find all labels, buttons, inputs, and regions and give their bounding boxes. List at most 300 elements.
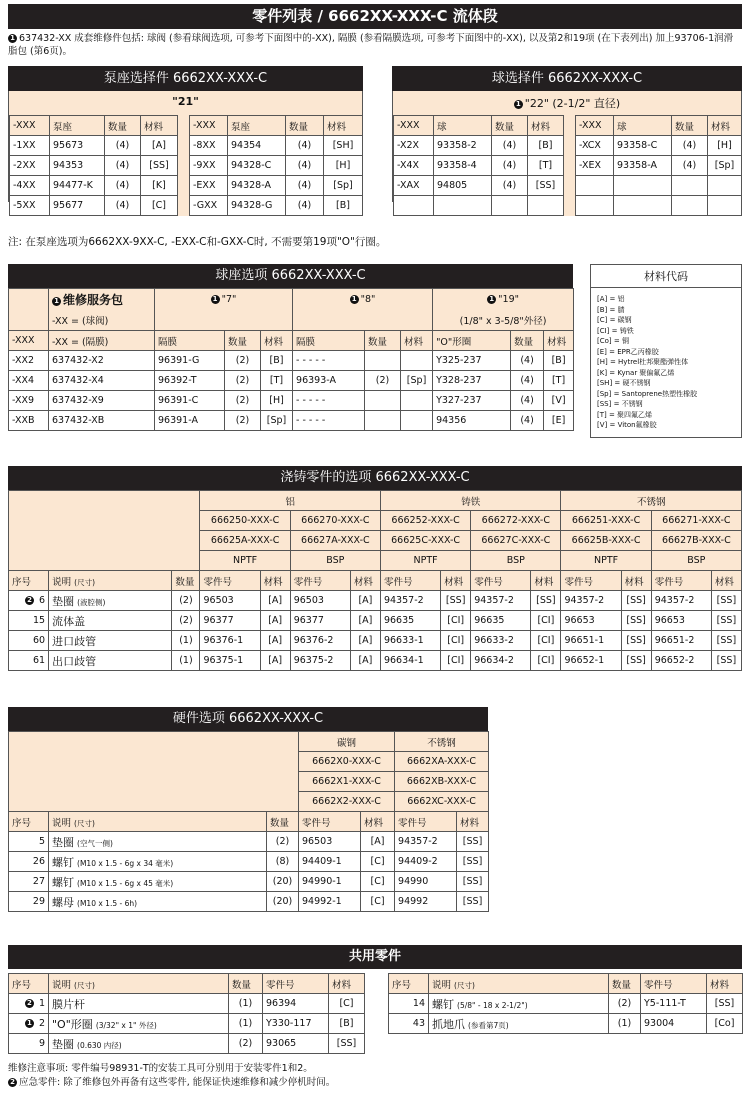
cell	[492, 196, 528, 216]
cell: 96376-2	[290, 631, 350, 651]
cell: [A]	[350, 591, 380, 611]
cell: [C]	[361, 892, 395, 912]
cell: (2)	[225, 411, 261, 431]
cell: 96391-G	[155, 351, 225, 371]
material-code-item: [C] = 碳钢	[597, 316, 632, 324]
cell: BSP	[471, 551, 561, 571]
pump-seat-section	[8, 66, 363, 211]
header-cell: 零件号	[299, 812, 361, 832]
cell: (4)	[105, 196, 141, 216]
table-row	[9, 1034, 365, 1054]
item-desc: 垫圈	[52, 835, 74, 849]
cell: 93004	[641, 1014, 707, 1034]
cell: [SS]	[707, 994, 743, 1014]
header-cell: 泵座	[50, 116, 105, 136]
cell: - - - - -	[293, 411, 365, 431]
cell	[401, 391, 433, 411]
cell: (4)	[672, 136, 708, 156]
cell: [SS]	[711, 651, 741, 671]
cell	[49, 591, 172, 611]
header-cell: 球	[614, 116, 672, 136]
table-row	[9, 411, 574, 431]
cell: -8XX	[190, 136, 228, 156]
cell: [A]	[260, 591, 290, 611]
cell: [SS]	[457, 892, 489, 912]
ball-group: "22" (2-1/2" 直径)	[524, 97, 621, 110]
cell: 6662X2-XXX-C	[299, 792, 395, 812]
cell	[708, 196, 742, 216]
cell: [CI]	[441, 611, 471, 631]
cell: 26	[9, 852, 49, 872]
header-cell: 球	[434, 116, 492, 136]
cell: [T]	[528, 156, 564, 176]
cell	[178, 176, 190, 196]
material-code-item: [B] = 腈	[597, 305, 625, 314]
cell: [SS]	[141, 156, 178, 176]
cell: (1/8" x 3-5/8"外径)	[433, 311, 574, 331]
cell	[576, 176, 614, 196]
header-cell	[49, 812, 267, 832]
cell: 96376-1	[200, 631, 260, 651]
cell: (4)	[511, 351, 544, 371]
cell	[49, 832, 267, 852]
cell: 铸铁	[380, 491, 560, 511]
cell: 93358-2	[434, 136, 492, 156]
cell: [SS]	[329, 1034, 365, 1054]
cell: 94990	[395, 872, 457, 892]
cell: (1)	[609, 1014, 641, 1034]
cell: 95673	[50, 136, 105, 156]
cell: 6662XB-XXX-C	[395, 772, 489, 792]
table-row	[9, 611, 742, 631]
cell: [CI]	[531, 611, 561, 631]
cell: [Sp]	[324, 176, 363, 196]
item-desc: 进口歧管	[52, 634, 97, 648]
cell: [SS]	[457, 872, 489, 892]
header-cell: -XXX	[394, 116, 434, 136]
item-no: 15	[33, 615, 46, 626]
cell	[394, 196, 434, 216]
cell: (4)	[492, 156, 528, 176]
cell: 96633-2	[471, 631, 531, 651]
cell: [B]	[324, 196, 363, 216]
material-code-item: [Co] = 铜	[597, 337, 629, 345]
cell: [SS]	[457, 852, 489, 872]
item-desc: 出口歧管	[52, 654, 97, 668]
material-code-item: [T] = 聚四氟乙烯	[597, 410, 653, 419]
table-row	[10, 176, 363, 196]
cell: 66627A-XXX-C	[290, 531, 380, 551]
cell: [C]	[361, 852, 395, 872]
header-cell: 隔膜	[155, 331, 225, 351]
header-cell: 隔膜	[293, 331, 365, 351]
table-row	[9, 651, 742, 671]
cell: NPTF	[380, 551, 470, 571]
cast-title: 浇铸零件的选项 6662XX-XXX-C	[8, 466, 742, 490]
cell: -XAX	[394, 176, 434, 196]
cell	[9, 994, 49, 1014]
item-desc: "O"形圈	[52, 1017, 93, 1031]
cell	[564, 176, 576, 196]
mark-badge: 1	[514, 100, 523, 109]
material-code-item: [Sp] = Santoprene热塑性橡胶	[597, 389, 698, 398]
footnote-service: 维修注意事项: 零件编号98931-T的安装工具可分别用于安装零件1和2。	[8, 1063, 313, 1074]
cell: 96503	[299, 832, 361, 852]
cell: 碳钢	[299, 732, 395, 752]
cell: 66627C-XXX-C	[471, 531, 561, 551]
cell: -XX = (球阀)	[49, 311, 155, 331]
cell	[49, 852, 267, 872]
header-cell: 材料	[361, 812, 395, 832]
cell: [B]	[329, 1014, 365, 1034]
material-code-item: [CI] = 铸铁	[597, 326, 634, 335]
intro-text: 637432-XX 成套维修件包括: 球阀 (参看球阀选项, 可参考下面图中的-XX), 隔膜 (参看隔膜选项, 可参考下面图中的-XX), 以及第2和19项 (在下表列出) 加上93706-1润滑脂包 (第6页)。	[8, 33, 734, 57]
pump-seat-group: "21"	[172, 95, 199, 108]
cell	[576, 196, 614, 216]
desc-header: 说明	[52, 817, 72, 829]
cell: [SS]	[711, 631, 741, 651]
cell: 666272-XXX-C	[471, 511, 561, 531]
cell: 666271-XXX-C	[651, 511, 741, 531]
cell: 43	[389, 1014, 429, 1034]
material-code-item: [H] = Hytrel杜邦聚酯弹性体	[597, 358, 689, 366]
group-8: "8"	[360, 294, 376, 306]
table-row	[10, 156, 363, 176]
header-cell: 材料	[324, 116, 363, 136]
cell: NPTF	[200, 551, 290, 571]
header-cell: 数量	[105, 116, 141, 136]
cell: (1)	[229, 994, 263, 1014]
table-row	[9, 391, 574, 411]
item-size: (空气一侧)	[77, 838, 113, 848]
cell: 94992-1	[299, 892, 361, 912]
cell: 94990-1	[299, 872, 361, 892]
cell	[564, 196, 576, 216]
cell: 93065	[263, 1034, 329, 1054]
table-row	[394, 136, 742, 156]
cell: 666270-XXX-C	[290, 511, 380, 531]
ball-title: 球选择件 6662XX-XXX-C	[392, 66, 742, 91]
desc-header: 说明	[432, 979, 452, 991]
header-cell: 材料	[329, 974, 365, 994]
cell: (8)	[267, 852, 299, 872]
cell: -XXB	[9, 411, 49, 431]
cell: 96393-A	[293, 371, 365, 391]
item-no: 61	[33, 655, 46, 666]
header-cell: 材料	[711, 571, 741, 591]
cell: (2)	[225, 391, 261, 411]
ball-seat-title: 球座选项 6662XX-XXX-C	[8, 264, 573, 288]
cell: (2)	[225, 351, 261, 371]
cell: [SS]	[457, 832, 489, 852]
material-code-item: [E] = EPR乙丙橡胶	[597, 347, 659, 356]
cast-table	[8, 490, 742, 671]
cell: 96652-1	[561, 651, 621, 671]
cell: [C]	[361, 872, 395, 892]
header-cell: 零件号	[561, 571, 621, 591]
item-size: (M10 x 1.5 - 6h)	[77, 898, 138, 908]
cell: [H]	[324, 156, 363, 176]
cell: [A]	[350, 611, 380, 631]
table-row	[9, 631, 742, 651]
cell: 96394	[263, 994, 329, 1014]
item-desc: 抓地爪	[432, 1017, 465, 1031]
cell: (4)	[672, 156, 708, 176]
cell: -X2X	[394, 136, 434, 156]
mark-badge: 1	[350, 295, 359, 304]
cell: [T]	[261, 371, 293, 391]
common-left-table	[8, 973, 365, 1054]
cell: BSP	[290, 551, 380, 571]
cell: 6662X1-XXX-C	[299, 772, 395, 792]
cell	[178, 196, 190, 216]
cell: [H]	[261, 391, 293, 411]
header-cell: 零件号	[471, 571, 531, 591]
cell: (4)	[492, 136, 528, 156]
mark-badge: 1	[52, 297, 61, 306]
header-cell: -XXX	[190, 116, 228, 136]
cell	[564, 116, 576, 136]
material-code-item: [A] = 铝	[597, 295, 625, 303]
cell: [Co]	[707, 1014, 743, 1034]
header-cell: 零件号	[651, 571, 711, 591]
cell	[429, 1014, 609, 1034]
cell: 94477-K	[50, 176, 105, 196]
material-codes	[590, 264, 742, 438]
cell: [B]	[528, 136, 564, 156]
pump-seat-title: 泵座选择件 6662XX-XXX-C	[8, 66, 363, 91]
cell: (4)	[492, 176, 528, 196]
header-cell	[49, 974, 229, 994]
mark-badge: 2	[8, 1078, 17, 1087]
cell	[9, 591, 49, 611]
cell: (4)	[286, 156, 324, 176]
cell	[9, 732, 299, 812]
item-no: 1	[38, 998, 45, 1009]
header-cell: 数量	[229, 974, 263, 994]
cell: 96651-1	[561, 631, 621, 651]
material-code-item: [V] = Viton氟橡胶	[597, 421, 657, 429]
cell: (4)	[105, 176, 141, 196]
cell: [CI]	[441, 631, 471, 651]
cell: (20)	[267, 892, 299, 912]
table-row	[9, 591, 742, 611]
cell: 94357-2	[561, 591, 621, 611]
cell: -XEX	[576, 156, 614, 176]
cell: [B]	[544, 351, 574, 371]
cell: 不锈钢	[561, 491, 742, 511]
cell: 94357-2	[380, 591, 440, 611]
header-cell: 数量	[609, 974, 641, 994]
cell: 96391-A	[155, 411, 225, 431]
cell: [Sp]	[708, 156, 742, 176]
header-cell	[49, 571, 172, 591]
cell: [E]	[544, 411, 574, 431]
cell: [SS]	[711, 611, 741, 631]
header-cell: 数量	[225, 331, 261, 351]
cell: 94357-2	[651, 591, 711, 611]
size-header: (尺寸)	[74, 818, 95, 828]
table-row	[394, 196, 742, 216]
cell: 5	[9, 832, 49, 852]
material-code-item: [SS] = 不锈钢	[597, 400, 643, 408]
cell: [SS]	[441, 591, 471, 611]
cell	[429, 994, 609, 1014]
cell: 94328-G	[228, 196, 286, 216]
cell: [H]	[708, 136, 742, 156]
table-row	[389, 1014, 743, 1034]
cell: 93358-A	[614, 156, 672, 176]
cell	[49, 1014, 229, 1034]
cell: -XCX	[576, 136, 614, 156]
cell: [SH]	[324, 136, 363, 156]
cell: 96652-2	[651, 651, 711, 671]
cell: 66625C-XXX-C	[380, 531, 470, 551]
cell: (2)	[267, 832, 299, 852]
cell: 666252-XXX-C	[380, 511, 470, 531]
header-cell: 序号	[9, 812, 49, 832]
pump-seat-note: 注: 在泵座选项为6662XX-9XX-C, -EXX-C和-GXX-C时, 不需要第19项"O"行圈。	[8, 236, 387, 248]
cell: (1)	[172, 651, 200, 671]
item-no: 9	[38, 1038, 45, 1049]
cell: 96651-2	[651, 631, 711, 651]
mark-badge: 1	[8, 34, 17, 43]
page-title: 零件列表 / 6662XX-XXX-C 流体段	[8, 4, 742, 29]
cell: (2)	[609, 994, 641, 1014]
cell: -2XX	[10, 156, 50, 176]
cell: (4)	[511, 391, 544, 411]
cell: 96653	[561, 611, 621, 631]
table-row	[10, 196, 363, 216]
cell: 96377	[200, 611, 260, 631]
ball-section	[392, 66, 742, 202]
header-cell: 材料	[401, 331, 433, 351]
header-cell: 零件号	[641, 974, 707, 994]
material-codes-title: 材料代码	[591, 268, 741, 288]
header-cell: 材料	[261, 331, 293, 351]
header-cell: 零件号	[380, 571, 440, 591]
size-header: (尺寸)	[74, 577, 95, 587]
mark-badge: 2	[25, 596, 34, 605]
cell: 96392-T	[155, 371, 225, 391]
header-cell: 材料	[441, 571, 471, 591]
cell: [K]	[141, 176, 178, 196]
cell: 6662XA-XXX-C	[395, 752, 489, 772]
table-row	[10, 136, 363, 156]
common-right-table	[388, 973, 743, 1034]
item-size: (M10 x 1.5 - 6g x 45 毫米)	[77, 878, 174, 888]
cell: 96634-2	[471, 651, 531, 671]
cell: [SS]	[621, 651, 651, 671]
cell: NPTF	[561, 551, 651, 571]
cell: 637432-XB	[49, 411, 155, 431]
cell: [SS]	[531, 591, 561, 611]
cell: [SS]	[528, 176, 564, 196]
cell	[9, 611, 49, 631]
header-cell: 零件号	[200, 571, 260, 591]
cell: -XX9	[9, 391, 49, 411]
cell: 637432-X4	[49, 371, 155, 391]
cell: 27	[9, 872, 49, 892]
cell: 96635	[380, 611, 440, 631]
header-cell: 数量	[672, 116, 708, 136]
header-cell: 数量	[286, 116, 324, 136]
group-7: "7"	[221, 294, 237, 306]
item-desc: 螺钉	[52, 875, 74, 889]
cell: 94356	[433, 411, 511, 431]
ball-table	[393, 115, 742, 216]
cell	[178, 116, 190, 136]
cell: (2)	[172, 591, 200, 611]
cell: (2)	[365, 371, 401, 391]
header-cell: 材料	[621, 571, 651, 591]
cell: 66625B-XXX-C	[561, 531, 651, 551]
cell	[49, 892, 267, 912]
cell	[155, 311, 293, 331]
cell: 94805	[434, 176, 492, 196]
cell: [A]	[361, 832, 395, 852]
table-row	[394, 156, 742, 176]
cell	[528, 196, 564, 216]
item-desc: 螺钉	[432, 997, 454, 1011]
cell: 96634-1	[380, 651, 440, 671]
header-cell: 零件号	[290, 571, 350, 591]
header-cell: -XXX	[9, 331, 49, 351]
cell: 6662XC-XXX-C	[395, 792, 489, 812]
item-size: (3/32" x 1" 外径)	[95, 1020, 157, 1030]
item-desc: 垫圈	[52, 594, 75, 608]
cell	[49, 872, 267, 892]
size-header: (尺寸)	[74, 980, 95, 990]
cell: 93358-4	[434, 156, 492, 176]
item-size: (M10 x 1.5 - 6g x 34 毫米)	[77, 858, 174, 868]
cell: 66625A-XXX-C	[200, 531, 290, 551]
cell	[365, 411, 401, 431]
cell: 96653	[651, 611, 711, 631]
cell: Y325-237	[433, 351, 511, 371]
cell: [CI]	[531, 651, 561, 671]
mark-badge: 1	[211, 295, 220, 304]
cell: (4)	[511, 411, 544, 431]
cell: [SS]	[621, 631, 651, 651]
cell: (4)	[511, 371, 544, 391]
item-no: 60	[33, 635, 46, 646]
cell: [A]	[260, 611, 290, 631]
cell	[365, 351, 401, 371]
cell: [SS]	[621, 591, 651, 611]
cell	[9, 1034, 49, 1054]
cell: 94328-A	[228, 176, 286, 196]
hardware-title: 硬件选项 6662XX-XXX-C	[8, 707, 488, 731]
cell	[708, 176, 742, 196]
cell	[49, 1034, 229, 1054]
cell: (20)	[267, 872, 299, 892]
table-row	[9, 351, 574, 371]
cell: 94357-2	[395, 832, 457, 852]
cell: -1XX	[10, 136, 50, 156]
cell: 96391-C	[155, 391, 225, 411]
item-size: (参看第7页)	[468, 1020, 509, 1030]
cell: 96375-2	[290, 651, 350, 671]
header-cell: -XXX	[576, 116, 614, 136]
header-cell: 数量	[172, 571, 200, 591]
cell	[9, 1014, 49, 1034]
cell: [C]	[329, 994, 365, 1014]
cell: 94409-1	[299, 852, 361, 872]
cell: 不锈钢	[395, 732, 489, 752]
table-row	[394, 176, 742, 196]
header-cell: "O"形圈	[433, 331, 511, 351]
